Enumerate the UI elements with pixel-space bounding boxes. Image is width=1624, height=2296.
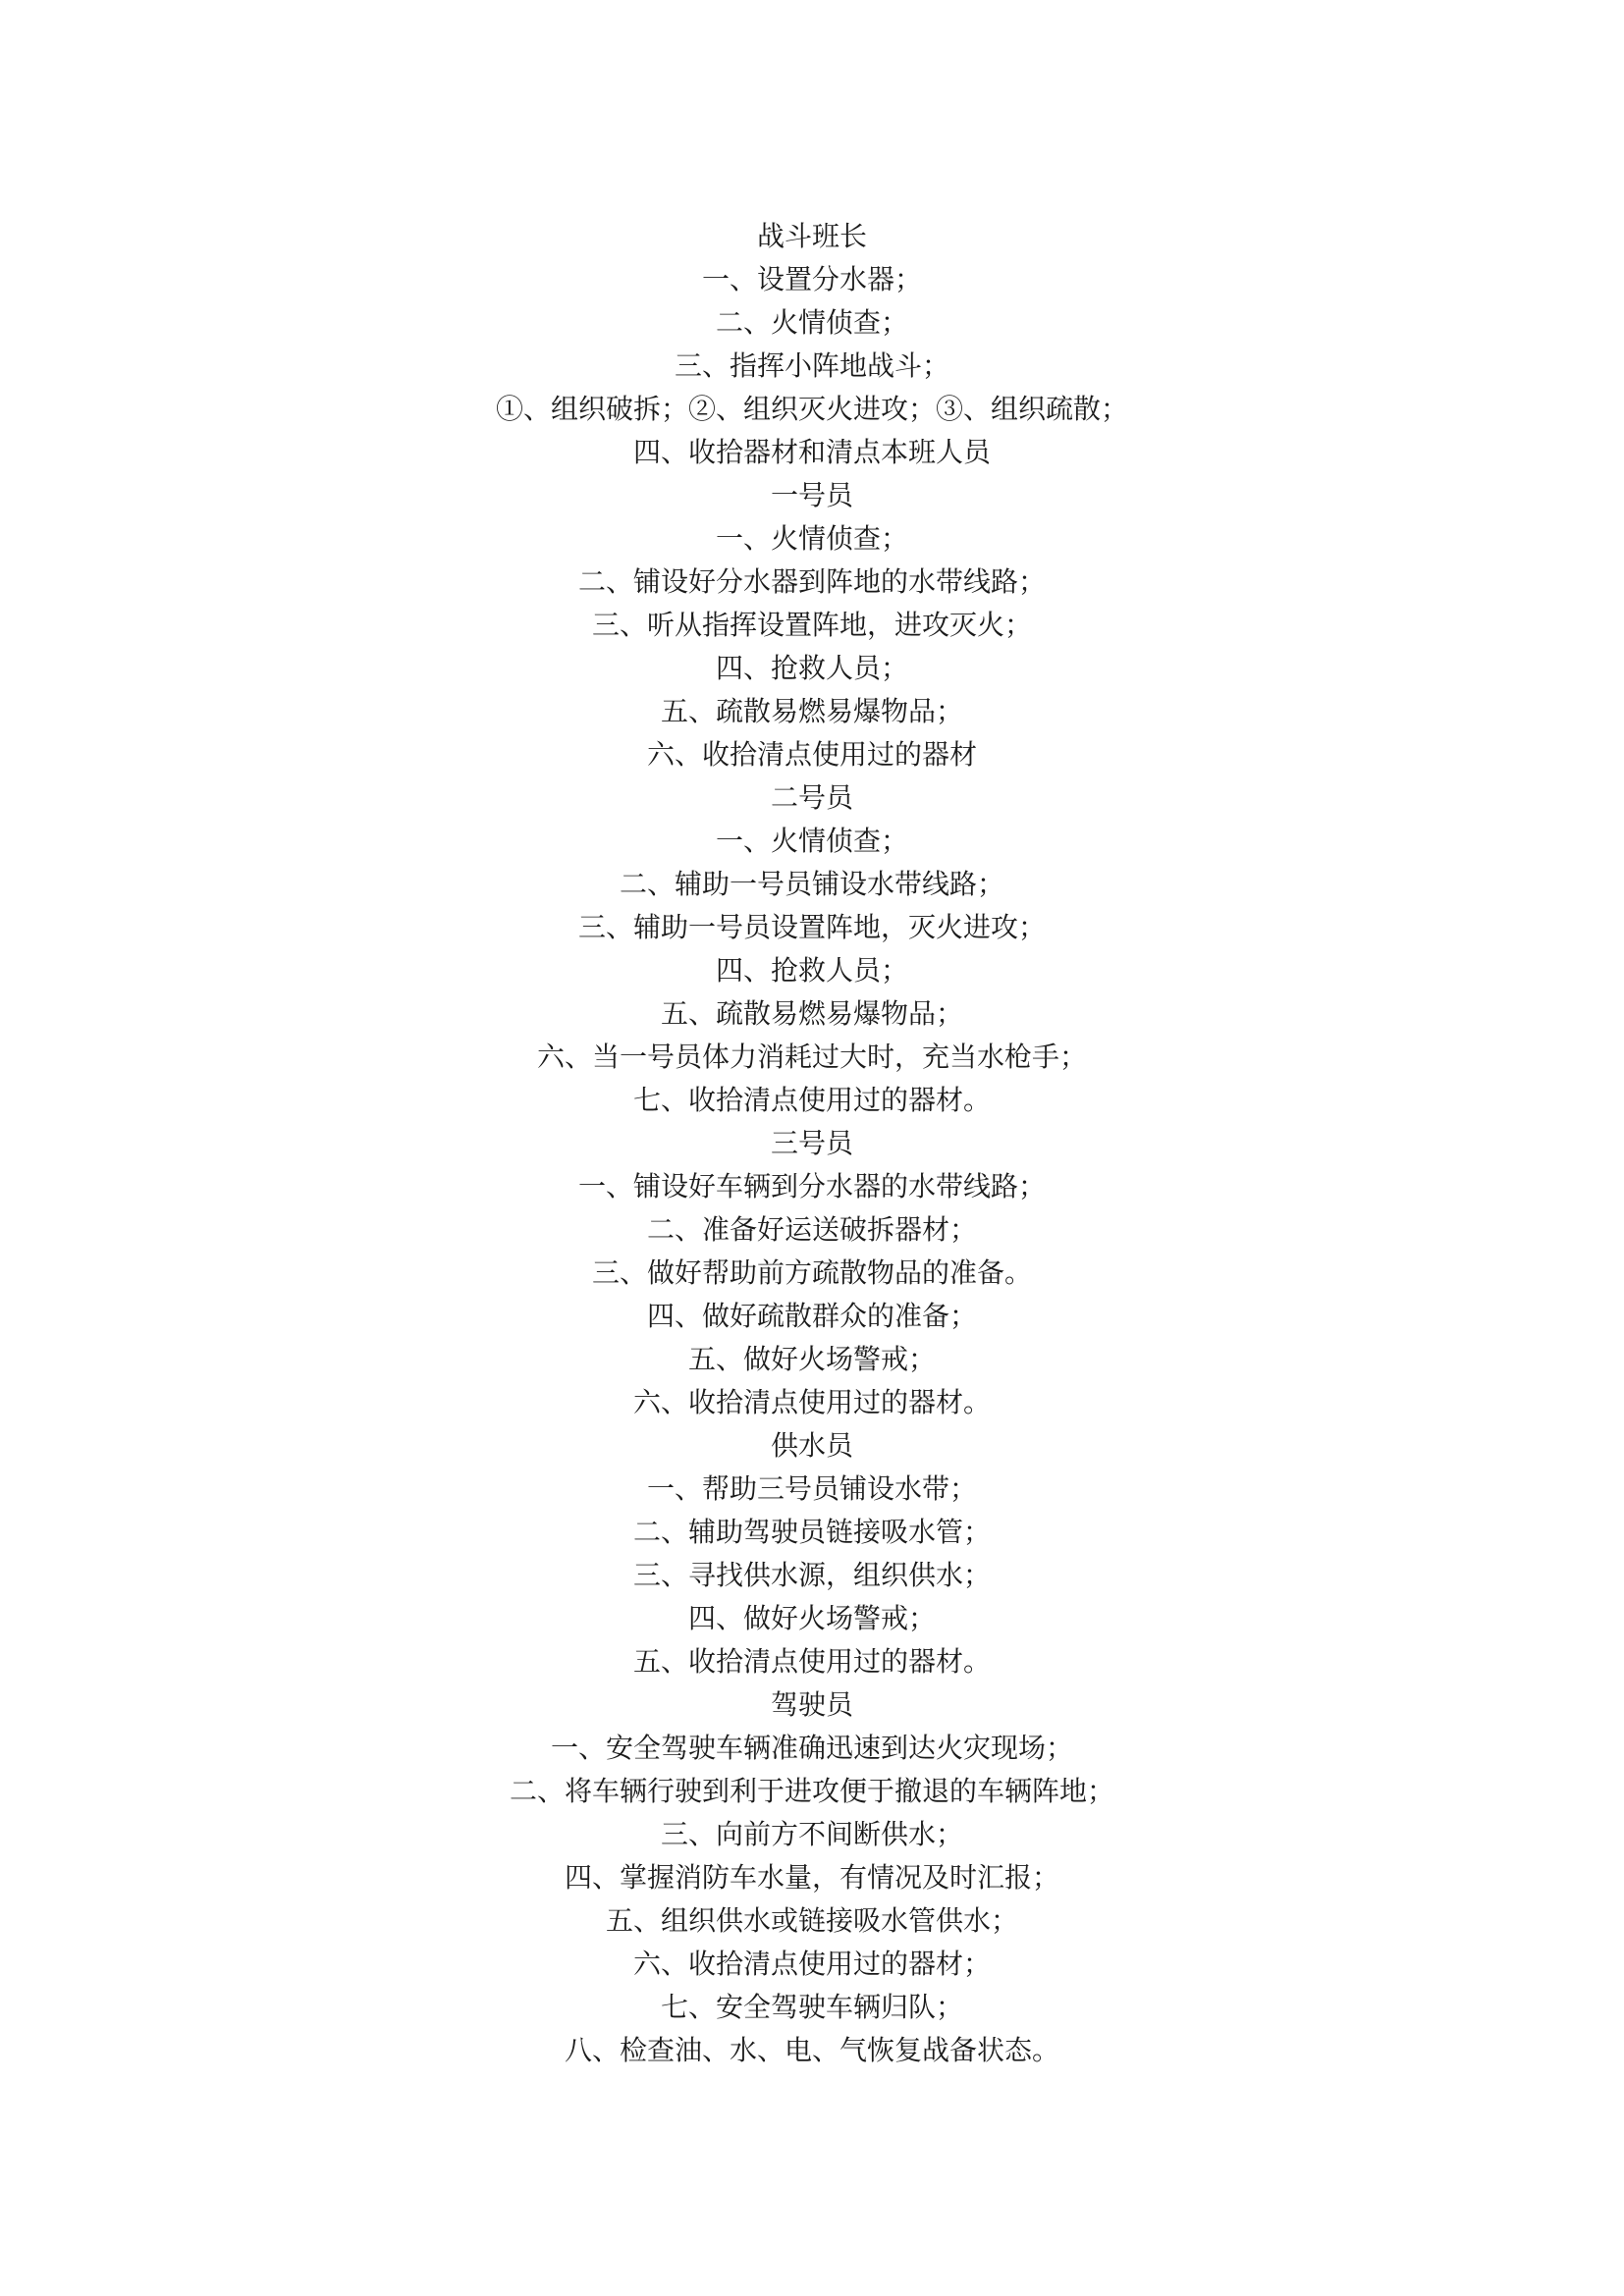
duty-line: 二、火情侦查； bbox=[715, 306, 908, 339]
duty-line: 七、收拾清点使用过的器材。 bbox=[632, 1084, 991, 1116]
duty-line: 三、向前方不间断供水； bbox=[660, 1818, 963, 1850]
duty-line: 六、当一号员体力消耗过大时，充当水枪手； bbox=[536, 1041, 1087, 1073]
duty-line: 六、收拾清点使用过的器材； bbox=[632, 1948, 991, 1980]
section-title-member-2: 二号员 bbox=[770, 781, 853, 814]
duty-line: 八、检查油、水、电、气恢复战备状态。 bbox=[564, 2034, 1059, 2066]
duty-line: 五、疏散易燃易爆物品； bbox=[660, 997, 963, 1030]
duty-line: 三、辅助一号员设置阵地，灭火进攻； bbox=[577, 911, 1046, 943]
duty-line: 四、做好疏散群众的准备； bbox=[646, 1300, 977, 1332]
duty-line: 三、做好帮助前方疏散物品的准备。 bbox=[591, 1256, 1032, 1289]
duty-line: 一、安全驾驶车辆准确迅速到达火灾现场； bbox=[550, 1732, 1073, 1764]
duty-line: 一、设置分水器； bbox=[701, 263, 922, 295]
duty-line: 四、收拾器材和清点本班人员 bbox=[632, 436, 991, 468]
duty-line: 二、辅助驾驶员链接吸水管； bbox=[632, 1516, 991, 1548]
duty-line: 五、收拾清点使用过的器材。 bbox=[632, 1645, 991, 1678]
section-title-squad-leader: 战斗班长 bbox=[756, 220, 867, 252]
duty-line: 三、寻找供水源，组织供水； bbox=[632, 1559, 991, 1591]
duty-line: 二、准备好运送破拆器材； bbox=[646, 1213, 977, 1246]
duty-line: 四、做好火场警戒； bbox=[687, 1602, 936, 1634]
section-title-water-supplier: 供水员 bbox=[770, 1429, 853, 1462]
duty-line: 一、帮助三号员铺设水带； bbox=[646, 1472, 977, 1505]
duty-line: 四、掌握消防车水量，有情况及时汇报； bbox=[564, 1861, 1059, 1894]
duty-line: 二、将车辆行驶到利于进攻便于撤退的车辆阵地； bbox=[509, 1775, 1114, 1807]
duty-line: 五、做好火场警戒； bbox=[687, 1343, 936, 1375]
section-title-driver: 驾驶员 bbox=[770, 1688, 853, 1721]
duty-line: 七、安全驾驶车辆归队； bbox=[660, 1991, 963, 2023]
duty-line: 六、收拾清点使用过的器材 bbox=[646, 738, 977, 771]
section-title-member-1: 一号员 bbox=[770, 479, 853, 511]
duty-line: 二、辅助一号员铺设水带线路； bbox=[619, 868, 1004, 900]
duty-line: 四、抢救人员； bbox=[715, 954, 908, 987]
document-body bbox=[0, 215, 1624, 2072]
section-title-member-3: 三号员 bbox=[770, 1127, 853, 1159]
duty-line: 五、疏散易燃易爆物品； bbox=[660, 695, 963, 727]
duty-line: 一、火情侦查； bbox=[715, 825, 908, 857]
duty-line: 二、铺设好分水器到阵地的水带线路； bbox=[577, 565, 1046, 598]
duty-line: 一、火情侦查； bbox=[715, 522, 908, 555]
duty-line: 三、指挥小阵地战斗； bbox=[674, 349, 949, 382]
duty-line: 三、听从指挥设置阵地，进攻灭火； bbox=[591, 609, 1032, 641]
duty-line: 四、抢救人员； bbox=[715, 652, 908, 684]
duty-line: 一、铺设好车辆到分水器的水带线路； bbox=[577, 1170, 1046, 1202]
duty-line: 五、组织供水或链接吸水管供水； bbox=[605, 1904, 1018, 1937]
duty-line: 六、收拾清点使用过的器材。 bbox=[632, 1386, 991, 1418]
duty-line: ①、组织破拆；②、组织灭火进攻；③、组织疏散； bbox=[495, 393, 1128, 425]
